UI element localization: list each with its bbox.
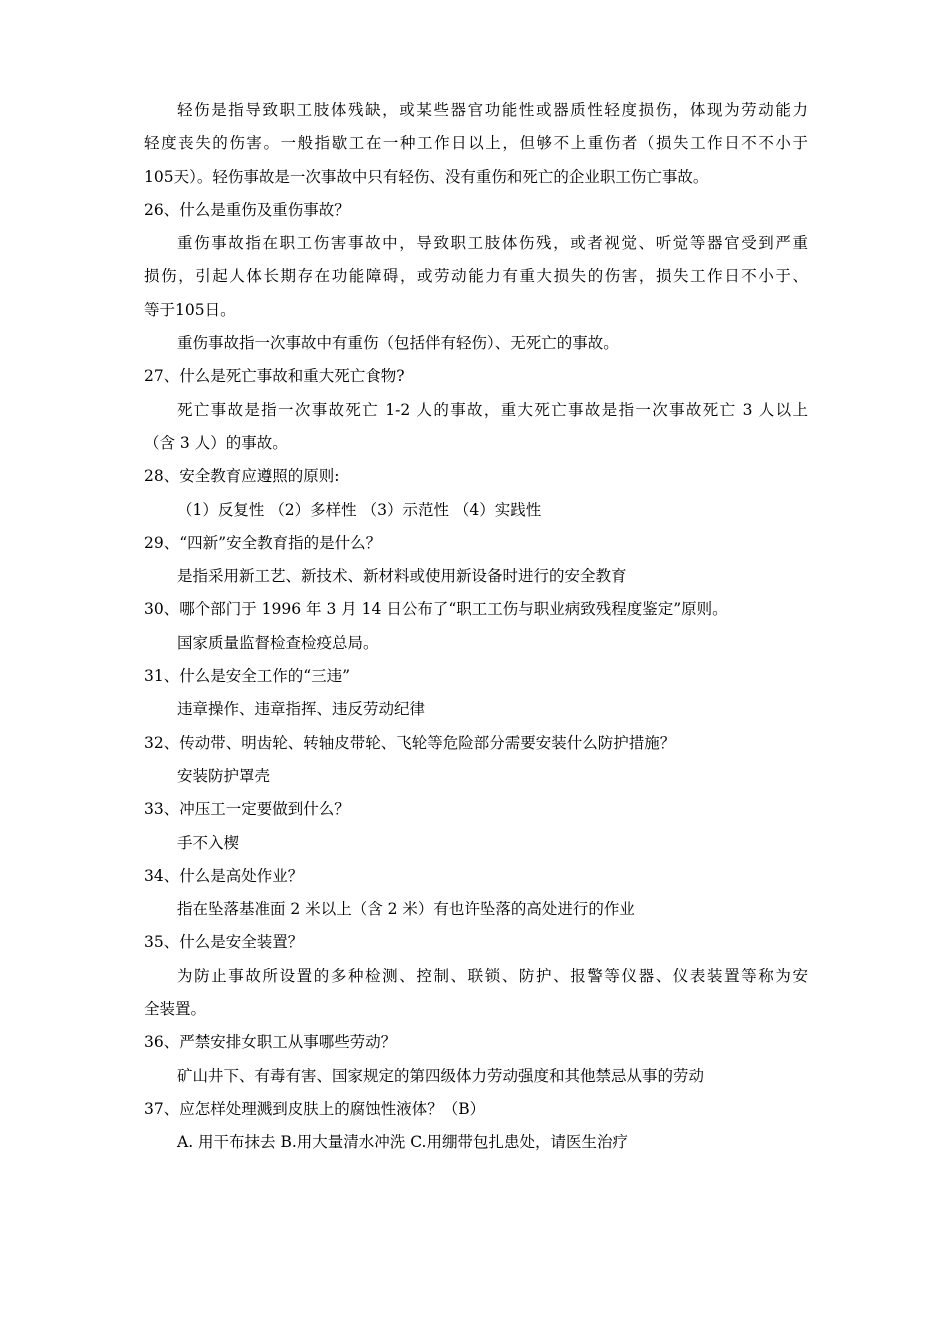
- question-line: 37、应怎样处理溅到皮肤上的腐蚀性液体？（B）: [144, 1099, 486, 1118]
- question-line: 35、什么是安全装置？: [144, 933, 304, 952]
- answer-line: 安装防护罩壳: [177, 766, 271, 785]
- question-line: 29、“四新”安全教育指的是什么？: [144, 533, 382, 552]
- question-line: 33、冲压工一定要做到什么？: [144, 800, 350, 819]
- answer-line: 重伤事故指在职工伤害事故中，导致职工肢体伤残，或者视觉、听觉等器官受到严重: [177, 234, 808, 253]
- question-line: 32、传动带、明齿轮、转轴皮带轮、飞轮等危险部分需要安装什么防护措施？: [144, 733, 676, 752]
- answer-line: 重伤事故指一次事故中有重伤（包括伴有轻伤）、无死亡的事故。: [177, 334, 619, 353]
- answer-line: 死亡事故是指一次事故死亡 1-2 人的事故，重大死亡事故是指一次事故死亡 3 人以上: [177, 400, 808, 419]
- answer-line: 为防止事故所设置的多种检测、控制、联锁、防护、报警等仪器、仪表装置等称为安: [177, 966, 808, 985]
- document-page: [144, 94, 808, 1160]
- answer-line: A. 用干布抹去 B.用大量清水冲洗 C.用绷带包扎患处，请医生治疗: [177, 1133, 628, 1152]
- question-line: （含 3 人）的事故。: [144, 433, 288, 452]
- answer-line: 是指采用新工艺、新技术、新材料或使用新设备时进行的安全教育: [177, 567, 627, 586]
- question-line: 34、什么是高处作业？: [144, 866, 304, 885]
- answer-line: （1）反复性 （2）多样性 （3）示范性 （4）实践性: [177, 500, 542, 519]
- question-line: 轻度丧失的伤害。一般指歇工在一种工作日以上，但够不上重伤者（损失工作日不不小于: [144, 134, 808, 153]
- question-line: 31、什么是安全工作的“三违”: [144, 667, 351, 686]
- answer-line: 轻伤是指导致职工肢体残缺，或某些器官功能性或器质性轻度损伤，体现为劳动能力: [177, 101, 808, 119]
- question-line: 105天）。轻伤事故是一次事故中只有轻伤、没有重伤和死亡的企业职工伤亡事故。: [144, 167, 709, 186]
- answer-line: 国家质量监督检查检疫总局。: [177, 633, 379, 652]
- question-line: 损伤，引起人体长期存在功能障碍，或劳动能力有重大损失的伤害，损失工作日不小于、: [144, 267, 808, 286]
- question-line: 28、安全教育应遵照的原则:: [144, 467, 340, 486]
- question-line: 36、严禁安排女职工从事哪些劳动？: [144, 1033, 397, 1052]
- answer-line: 手不入楔: [177, 833, 240, 852]
- question-line: 26、什么是重伤及重伤事故？: [144, 200, 350, 219]
- answer-line: 指在坠落基准面 2 米以上（含 2 米）有也许坠落的高处进行的作业: [177, 900, 635, 919]
- question-line: 全装置。: [144, 1000, 207, 1019]
- question-line: 30、哪个部门于 1996 年 3 月 14 日公布了“职工工伤与职业病致残程度鉴定”原则。: [144, 600, 728, 619]
- question-line: 等于105日。: [144, 300, 236, 319]
- question-line: 27、什么是死亡事故和重大死亡食物?: [144, 367, 405, 386]
- answer-line: 矿山井下、有毒有害、国家规定的第四级体力劳动强度和其他禁忌从事的劳动: [177, 1066, 705, 1085]
- answer-line: 违章操作、违章指挥、违反劳动纪律: [177, 700, 426, 719]
